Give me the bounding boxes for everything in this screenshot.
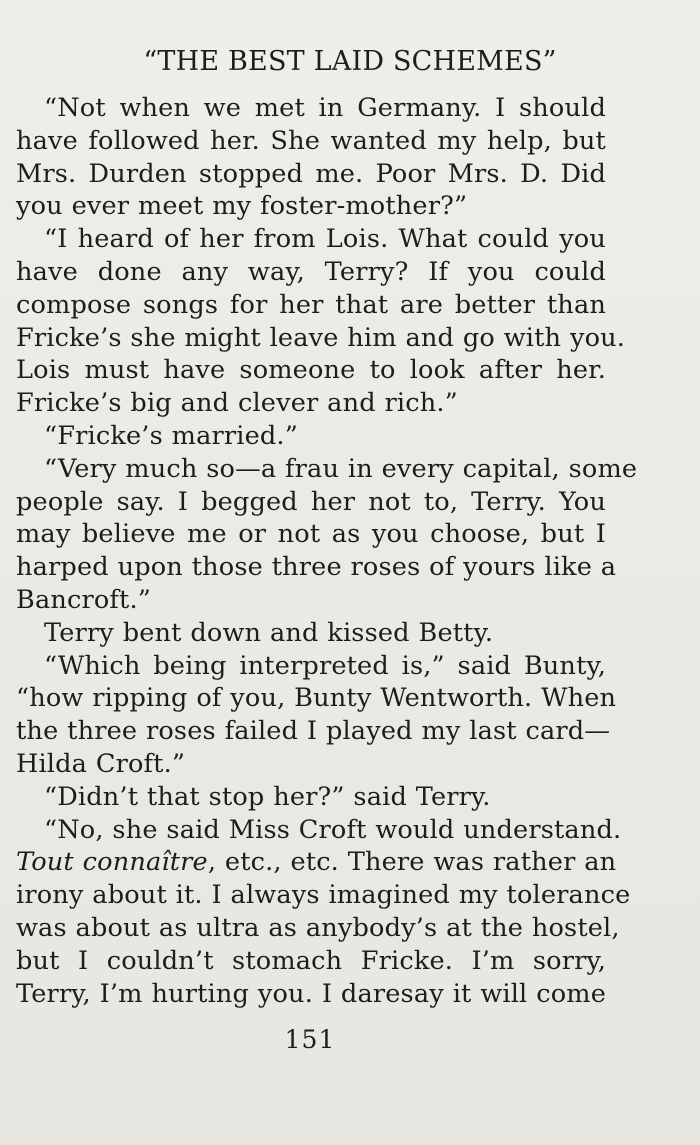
text-line: Hilda Croft.”	[16, 748, 186, 779]
text-line: people say. I begged her not to, Terry. You	[16, 486, 606, 517]
text-line: have followed her. She wanted my help, but	[16, 125, 606, 156]
italic-phrase: Tout connaître	[16, 847, 208, 878]
text-line: “Which being interpreted is,” said Bunty,	[44, 650, 606, 681]
text-line: but I couldn’t stomach Fricke. I’m sorry,	[16, 945, 606, 976]
text-line-continuation: , etc., etc. There was rather an	[207, 847, 617, 878]
text-line: “Not when we met in Germany. I should	[44, 93, 606, 123]
text-line: Terry, I’m hurting you. I daresay it will come	[16, 978, 606, 1009]
running-head: “THE BEST LAID SCHEMES”	[143, 46, 557, 77]
page-number: 151	[284, 1025, 336, 1054]
page-body-text	[16, 92, 638, 1010]
text-line: “No, she said Miss Croft would understand.	[44, 814, 622, 845]
text-line: may believe me or not as you choose, but I	[16, 519, 606, 550]
text-line: Terry bent down and kissed Betty.	[44, 617, 494, 648]
text-line: “Very much so—a frau in every capital, some	[44, 453, 638, 484]
text-line: the three roses failed I played my last card—	[16, 716, 611, 747]
text-line: Fricke’s she might leave him and go with you.	[16, 322, 626, 353]
text-line: Fricke’s big and clever and rich.”	[16, 388, 458, 419]
text-line: you ever meet my foster-mother?”	[16, 191, 468, 222]
text-line	[16, 846, 617, 879]
text-line: “Didn’t that stop her?” said Terry.	[44, 781, 491, 812]
text-line: “I heard of her from Lois. What could you	[44, 224, 606, 255]
text-line: Mrs. Durden stopped me. Poor Mrs. D. Did	[16, 158, 606, 189]
text-line: Bancroft.”	[16, 584, 152, 615]
text-line: harped upon those three roses of yours like a	[16, 552, 617, 583]
text-line: have done any way, Terry? If you could	[16, 256, 606, 287]
text-line: “Fricke’s married.”	[44, 420, 298, 451]
text-line: irony about it. I always imagined my tolerance	[16, 880, 631, 911]
text-line: compose songs for her that are better than	[16, 289, 606, 320]
text-line: “how ripping of you, Bunty Wentworth. When	[16, 683, 617, 714]
text-line: was about as ultra as anybody’s at the hostel,	[16, 912, 620, 943]
text-line: Lois must have someone to look after her.	[16, 355, 606, 386]
